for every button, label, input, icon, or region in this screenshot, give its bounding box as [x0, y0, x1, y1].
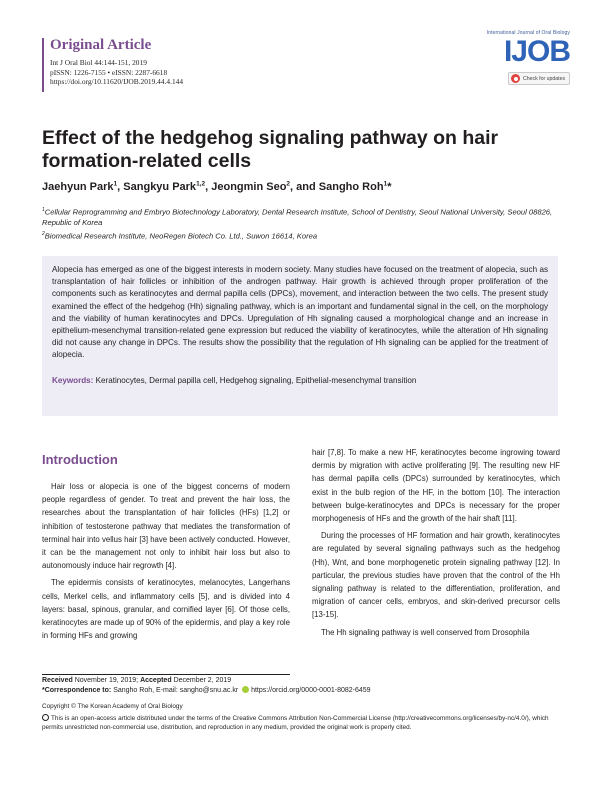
orcid-icon	[242, 686, 249, 693]
body-paragraph: The epidermis consists of keratinocytes, melanocytes, Langerhans cells, Merkel cells, and inflammatory cells [5], and is divided into 4 layers: basal, spinous, granular, and cornified layer [6]. Of those cells, keratinocytes are made up of 90% of the epidermis, and play a key role in forming HFs and growing	[42, 578, 290, 641]
abstract-text: Alopecia has emerged as one of the biggest interests in modern society. Many studies have focused on the treatment of alopecia, such as transplantation of hair follicles or inhibition of the androgen pathway. Hair growth is achieved through proper proliferation of the components such as keratinocytes and dermal papilla cells (DPCs), movement, and interaction between the two cells. The present study examined the effect of the hedgehog (Hh) signaling pathway, which is an important and fundamental signal in the cell, on the morphology and the viability of human keratinocytes and DPCs. Upregulation of Hh signaling caused a morphological change and an increase in epithelium-mesenchymal transition-related gene expression but reduced the viability of keratinocytes, while the alteration of Hh signaling did not cause any change in DPCs. The results show the possibility that the regulation of Hh signaling can be applied for the treatment of alopecia.	[52, 265, 548, 360]
issn: pISSN: 1226-7155 • eISSN: 2287-6618	[50, 67, 168, 77]
body-paragraph: During the processes of HF formation and hair growth, keratinocytes are regulated by several signaling pathways such as the hedgehog (Hh), Wnt, and bone morphogenetic protein signaling pathway [12]. In particular, the previous studies have proven that the control of the Hh signaling pathway is related to the differentiation, proliferation, and migration of cancer cells, embryos, and skin-derived precursor cells [13-15].	[312, 531, 560, 620]
author: Jeongmin Seo$^2$, and	[211, 180, 319, 193]
abstract-box	[42, 256, 558, 416]
author: Sangkyu Park$^{1,2}$,	[123, 180, 212, 193]
affiliations	[42, 205, 562, 242]
keywords	[52, 376, 548, 385]
body-column-right	[312, 446, 560, 643]
journal-meta	[50, 58, 183, 87]
keywords-text: Keratinocytes, Dermal papilla cell, Hedgehog signaling, Epithelial-mesenchymal transition	[95, 375, 417, 385]
keywords-label: Keywords:	[52, 375, 94, 385]
section-title-introduction: Introduction	[42, 452, 118, 467]
body-paragraph: Hair loss or alopecia is one of the biggest concerns of modern people regardless of gender. To treat and prevent the hair loss, the researches about the transplantation of hair follicles (HFs) [1,2] or inhibition of testosterone pathway that mediates the transformation of terminal hair into vellus hair [3] have been actively conducted. However, it can be the management not only to inhibit hair loss but also to autonomously induce hair regrowth [4].	[42, 482, 290, 571]
license-text: This is an open-access article distributed under the terms of the Creative Commons Attribution Non-Commercial License (http://creativecommons.org/licenses/by-nc/4.0/), which permits unrestricted non-commercial use, distribution, and reproduction in any medium, provided the original work is properly cited.	[42, 715, 549, 731]
article-type: Original Article	[50, 37, 152, 53]
creative-commons-icon	[42, 714, 49, 721]
article-title: Effect of the hedgehog signaling pathway on hair formation-related cells	[42, 127, 499, 172]
check-updates-button[interactable]	[508, 72, 570, 85]
check-updates-label: Check for updates	[523, 75, 566, 82]
body-column-left	[42, 446, 290, 646]
affiliation-1: $^1$Cellular Reprogramming and Embryo Biotechnology Laboratory, Dental Research Institute, School of Dentistry, Seoul National University, Seoul 08826, Republic of Korea	[42, 207, 553, 228]
journal-logo	[480, 30, 570, 88]
footnote-divider	[42, 674, 290, 675]
body-paragraph: hair [7,8]. To make a new HF, keratinocytes become ingrowing toward dermis by migration with active proliferating [9]. The resulting new HF has dermal papilla cells (DPCs) surrounded by keratinocytes, which exist in the bulb region of the HF, in the bottom [10]. The interaction between bulge-keratinocytes and DPCs is necessary for the proper morphogenesis of HFs and the growth of the hair shaft [11].	[312, 448, 560, 524]
received-accepted: Received November 19, 2019; Accepted December 2, 2019	[42, 677, 232, 684]
citation: Int J Oral Biol 44:144-151, 2019	[50, 58, 147, 67]
author-list	[42, 180, 391, 193]
ijob-logo: IJOB	[503, 35, 570, 68]
orcid-link[interactable]: https://orcid.org/0000-0001-8082-6459	[251, 687, 371, 694]
author: Sangho Roh$^1$*	[318, 180, 392, 193]
footnote-dates	[42, 676, 562, 696]
journal-name: International Journal of Oral Biology	[486, 30, 570, 36]
article-header	[42, 38, 183, 92]
copyright: Copyright © The Korean Academy of Oral Biology	[42, 703, 183, 710]
check-updates-icon	[511, 74, 520, 83]
correspondence: *Correspondence to: Sangho Roh, E-mail: sangho@snu.ac.kr https://orcid.org/0000-0001-8082-6459	[42, 687, 371, 694]
author: Jaehyun Park$^1$,	[42, 180, 124, 193]
body-paragraph: The Hh signaling pathway is well conserved from Drosophila	[321, 627, 530, 637]
doi-link[interactable]: https://doi.org/10.11620/IJOB.2019.44.4.144	[50, 77, 184, 86]
affiliation-2: $^2$Biomedical Research Institute, NeoRegen Biotech Co. Ltd., Suwon 16614, Korea	[42, 230, 318, 241]
